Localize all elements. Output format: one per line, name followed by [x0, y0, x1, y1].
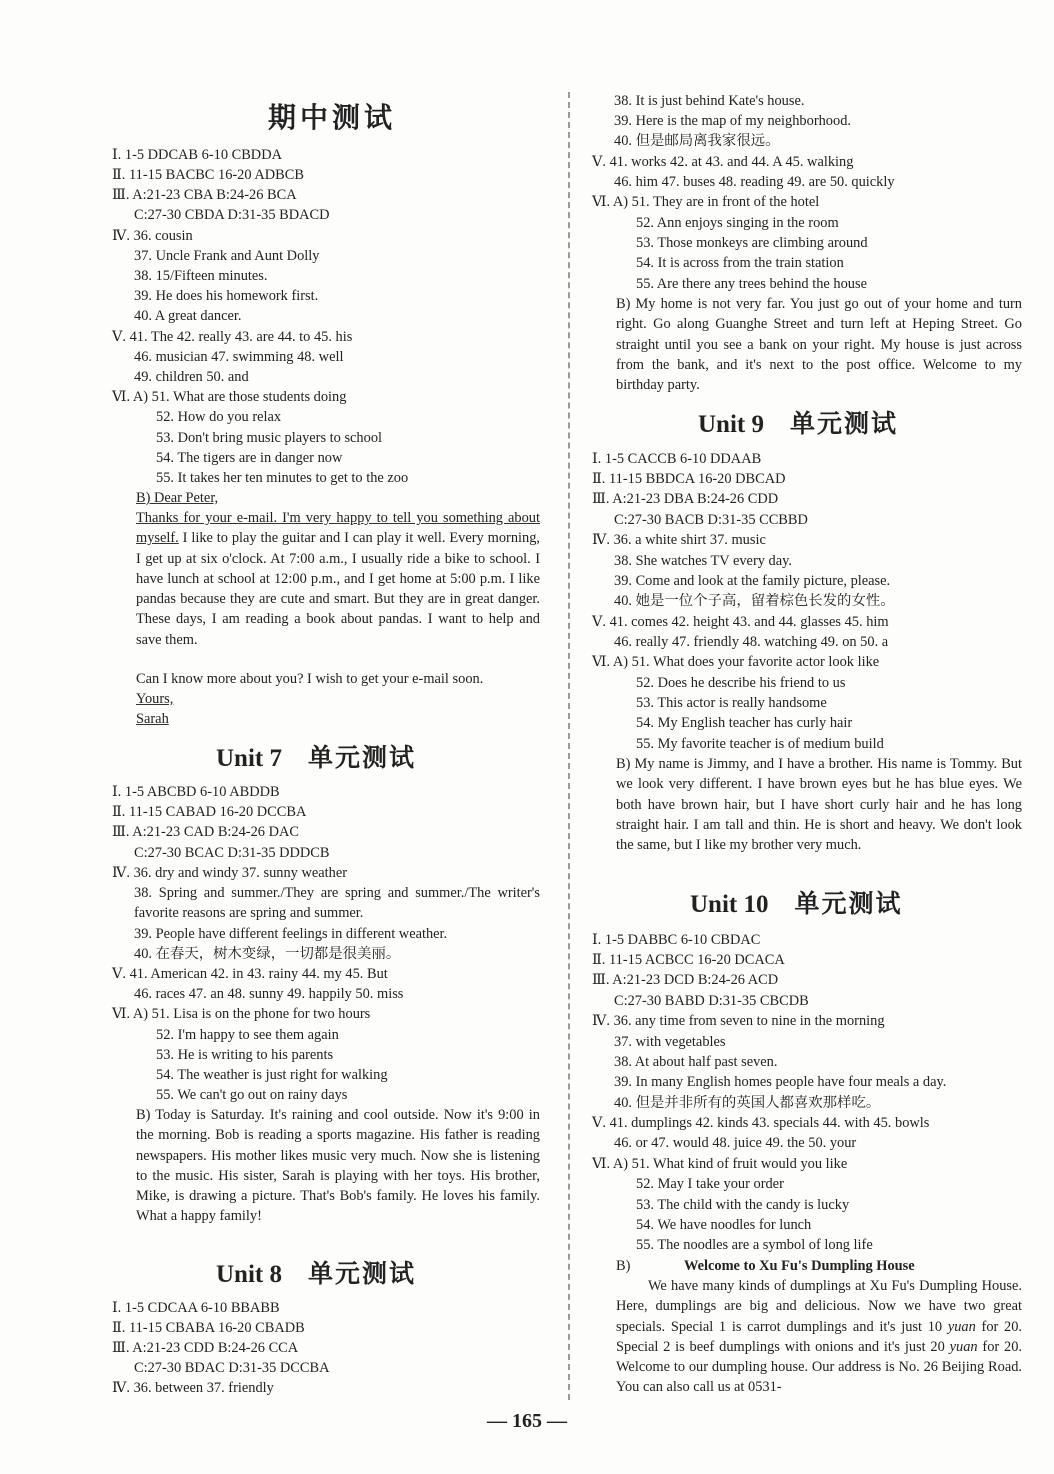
midterm-title: 期中测试 [268, 101, 397, 134]
answer-line: Ⅱ. 11-15 CBABA 16-20 CBADB [112, 1320, 305, 1336]
answer-line: Ⅱ. 11-15 CABAD 16-20 DCCBA [112, 804, 307, 820]
answer-line: 40. 但是并非所有的英国人都喜欢那样吃。 [614, 1095, 881, 1111]
answer-line: 40. 她是一位个子高，留着棕色长发的女性。 [614, 593, 895, 609]
answer-line: Ⅲ. A:21-23 DBA B:24-26 CDD [592, 491, 779, 507]
answer-line: 52. I'm happy to see them again [156, 1027, 339, 1043]
passage-italic: yuan [949, 1338, 978, 1355]
answer-line: C:27-30 BCAC D:31-35 DDDCB [134, 845, 330, 861]
answer-line: 53. Those monkeys are climbing around [636, 235, 868, 251]
answer-line: 39. He does his homework first. [134, 288, 319, 304]
answer-line: 38. At about half past seven. [614, 1054, 778, 1070]
answer-line: 38. She watches TV every day. [614, 553, 792, 569]
unit10-passage [616, 1276, 1022, 1398]
answer-line: 49. children 50. and [134, 369, 249, 385]
answer-line: Ⅳ. 36. cousin [112, 228, 193, 244]
answer-line: Ⅴ. 41. dumplings 42. kinds 43. specials 44. with 45. bowls [592, 1115, 930, 1131]
answer-line: 40. A great dancer. [134, 308, 242, 324]
answer-line: Ⅰ. 1-5 CDCAA 6-10 BBABB [112, 1300, 280, 1316]
answer-line: 53. Don't bring music players to school [156, 430, 383, 446]
answer-line: 39. Come and look at the family picture, please. [614, 573, 891, 589]
unit-subtitle: 单元测试 [789, 409, 898, 438]
passage-title: Welcome to Xu Fu's Dumpling House [684, 1258, 915, 1274]
answer-line: 55. Are there any trees behind the house [636, 276, 867, 292]
answer-line: 46. or 47. would 48. juice 49. the 50. your [614, 1135, 857, 1151]
answer-line: 53. The child with the candy is lucky [636, 1197, 850, 1213]
answer-line: 53. This actor is really handsome [636, 695, 827, 711]
answer-line: Ⅳ. 36. between 37. friendly [112, 1380, 274, 1396]
answer-line: Ⅲ. A:21-23 CDD B:24-26 CCA [112, 1340, 299, 1356]
answer-38: 38. Spring and summer./They are spring and summer./The writer's favorite reasons are spring and summer. [134, 885, 540, 922]
answer-line: C:27-30 BDAC D:31-35 DCCBA [134, 1360, 330, 1376]
unit8-title [216, 1254, 416, 1290]
answer-line: Ⅲ. A:21-23 CAD B:24-26 DAC [112, 824, 299, 840]
answer-line: 54. It is across from the train station [636, 255, 844, 271]
answer-line: 55. The noodles are a symbol of long life [636, 1237, 873, 1253]
passage-text: for 20. Welcome to our dumpling house. Our address is No. 26 Beijing Road. You can also call us at 0531- [616, 1338, 1022, 1396]
answer-line: 52. May I take your order [636, 1176, 784, 1192]
answer-line: 40. 在春天，树木变绿，一切都是很美丽。 [134, 946, 401, 962]
answer-line: Ⅱ. 11-15 BBDCA 16-20 DBCAD [592, 471, 786, 487]
passage-text: We have many kinds of dumplings at Xu Fu's Dumpling House. Here, dumplings are big and delicious. Now we have two great specials. Special 1 is carrot dumplings and it's just 10 [616, 1278, 1022, 1335]
answer-line: 39. In many English homes people have four meals a day. [614, 1074, 947, 1090]
passage-italic: yuan [947, 1318, 976, 1335]
passage-label: B) [616, 1258, 631, 1274]
unit9-passage: B) My name is Jimmy, and I have a brother. His name is Tommy. But we look very different. I have brown eyes but he has blue eyes. We both have brown hair, but I have short curly hair and he has long straight hair. I am tall and thin. He is short and heavy. We don't look the same, but I like my brother very much. [616, 756, 1022, 854]
answer-line: 52. Ann enjoys singing in the room [636, 215, 839, 231]
answer-line: Ⅳ. 36. a white shirt 37. music [592, 532, 766, 548]
answer-line: C:27-30 CBDA D:31-35 BDACD [134, 207, 330, 223]
answer-line: 55. It takes her ten minutes to get to the zoo [156, 470, 409, 486]
answer-line: Ⅴ. 41. comes 42. height 43. and 44. glasses 45. him [592, 614, 889, 630]
answer-line: Ⅱ. 11-15 BACBC 16-20 ADBCB [112, 167, 304, 183]
answer-line: 54. The weather is just right for walking [156, 1067, 388, 1083]
answer-line: 40. 但是邮局离我家很远。 [614, 133, 780, 149]
letter-closing: Can I know more about you? I wish to get your e-mail soon. [136, 671, 484, 687]
letter-yours: Yours, [136, 691, 174, 707]
answer-line: C:27-30 BABD D:31-35 CBCDB [614, 993, 809, 1009]
answer-line: 39. Here is the map of my neighborhood. [614, 113, 851, 129]
letter-greeting: B) Dear Peter, [136, 490, 219, 506]
answer-line: 46. musician 47. swimming 48. well [134, 349, 344, 365]
answer-line: Ⅰ. 1-5 ABCBD 6-10 ABDDB [112, 784, 280, 800]
unit-number: Unit 10 [690, 891, 769, 918]
unit7-passage: B) Today is Saturday. It's raining and cool outside. Now it's 9:00 in the morning. Bob is reading a sports magazine. His father is reading newspapers. His mother likes music very much. Now she is listening to the music. His sister, Sarah is playing with her toys. His brother, Mike, is drawing a picture. That's Bob's family. He loves his family. What a happy family! [136, 1107, 540, 1225]
answer-line: 39. People have different feelings in different weather. [134, 926, 448, 942]
answer-line: Ⅵ. A) 51. What kind of fruit would you like [592, 1156, 848, 1172]
answer-line: Ⅳ. 36. any time from seven to nine in the morning [592, 1013, 885, 1029]
unit7-title [216, 738, 416, 774]
answer-line: 55. My favorite teacher is of medium build [636, 736, 884, 752]
letter-text: I like to play the guitar and I can play it well. Every morning, I get up at six o'clock. At 7:00 a.m., I usually ride a bike to school. I have lunch at school at 12:00 p.m., and I get home at 5:00 p.m. I like pandas because they are cute and smart. But they are in great danger. These days, I am reading a book about pandas. I want to help and save them. [136, 530, 540, 648]
page-number: — 165 — [487, 1410, 567, 1432]
answer-line: 54. The tigers are in danger now [156, 450, 343, 466]
unit-subtitle: 单元测试 [794, 889, 903, 918]
unit-number: Unit 9 [698, 411, 764, 438]
answer-line: C:27-30 BACB D:31-35 CCBBD [614, 512, 808, 528]
unit10-title [690, 884, 903, 920]
answer-line: Ⅰ. 1-5 CACCB 6-10 DDAAB [592, 451, 762, 467]
letter-underlined-text: Thanks for your e-mail. I'm very happy to tell you something about myself. [136, 510, 540, 547]
unit-subtitle: 单元测试 [307, 1259, 416, 1288]
passage-text: for 20. Special 2 is beef dumplings with onions and it's just 20 [616, 1318, 1023, 1355]
answer-line: 52. How do you relax [156, 409, 282, 425]
unit-number: Unit 8 [216, 1261, 282, 1288]
answer-line: Ⅰ. 1-5 DDCAB 6-10 CBDDA [112, 147, 282, 163]
answer-line: Ⅰ. 1-5 DABBC 6-10 CBDAC [592, 932, 761, 948]
answer-line: 46. really 47. friendly 48. watching 49. on 50. a [614, 634, 889, 650]
unit8-passage: B) My home is not very far. You just go out of your home and turn right. Go along Guanghe Street and turn left at Heping Street. Go straight until you see a bank on your right. My house is just across from the bank, and it's next to the post office. Welcome to my birthday party. [616, 296, 1022, 394]
answer-line: 46. races 47. an 48. sunny 49. happily 50. miss [134, 986, 404, 1002]
column-divider [568, 92, 570, 1400]
answer-line: 38. 15/Fifteen minutes. [134, 268, 268, 284]
answer-line: 37. Uncle Frank and Aunt Dolly [134, 248, 320, 264]
answer-line: Ⅵ. A) 51. What does your favorite actor look like [592, 654, 880, 670]
answer-line: 38. It is just behind Kate's house. [614, 93, 805, 109]
answer-line: Ⅱ. 11-15 ACBCC 16-20 DCACA [592, 952, 785, 968]
answer-line: 54. My English teacher has curly hair [636, 715, 853, 731]
letter-signature: Sarah [136, 711, 169, 727]
answer-line: 37. with vegetables [614, 1034, 726, 1050]
answer-line: Ⅵ. A) 51. Lisa is on the phone for two hours [112, 1006, 371, 1022]
answer-line: Ⅵ. A) 51. They are in front of the hotel [592, 194, 820, 210]
answer-line: 52. Does he describe his friend to us [636, 675, 846, 691]
answer-line: Ⅵ. A) 51. What are those students doing [112, 389, 347, 405]
answer-line: 46. him 47. buses 48. reading 49. are 50. quickly [614, 174, 895, 190]
unit-number: Unit 7 [216, 745, 282, 772]
answer-line: Ⅲ. A:21-23 DCD B:24-26 ACD [592, 972, 779, 988]
answer-line: Ⅴ. 41. American 42. in 43. rainy 44. my 45. But [112, 966, 388, 982]
answer-line: 54. We have noodles for lunch [636, 1217, 812, 1233]
unit-subtitle: 单元测试 [307, 743, 416, 772]
answer-line: 55. We can't go out on rainy days [156, 1087, 348, 1103]
unit9-title [698, 404, 898, 440]
letter-body [136, 508, 540, 650]
answer-line: 53. He is writing to his parents [156, 1047, 334, 1063]
answer-line: Ⅴ. 41. The 42. really 43. are 44. to 45. his [112, 329, 353, 345]
answer-line: Ⅴ. 41. works 42. at 43. and 44. A 45. walking [592, 154, 854, 170]
answer-line: Ⅳ. 36. dry and windy 37. sunny weather [112, 865, 347, 881]
answer-line: Ⅲ. A:21-23 CBA B:24-26 BCA [112, 187, 297, 203]
